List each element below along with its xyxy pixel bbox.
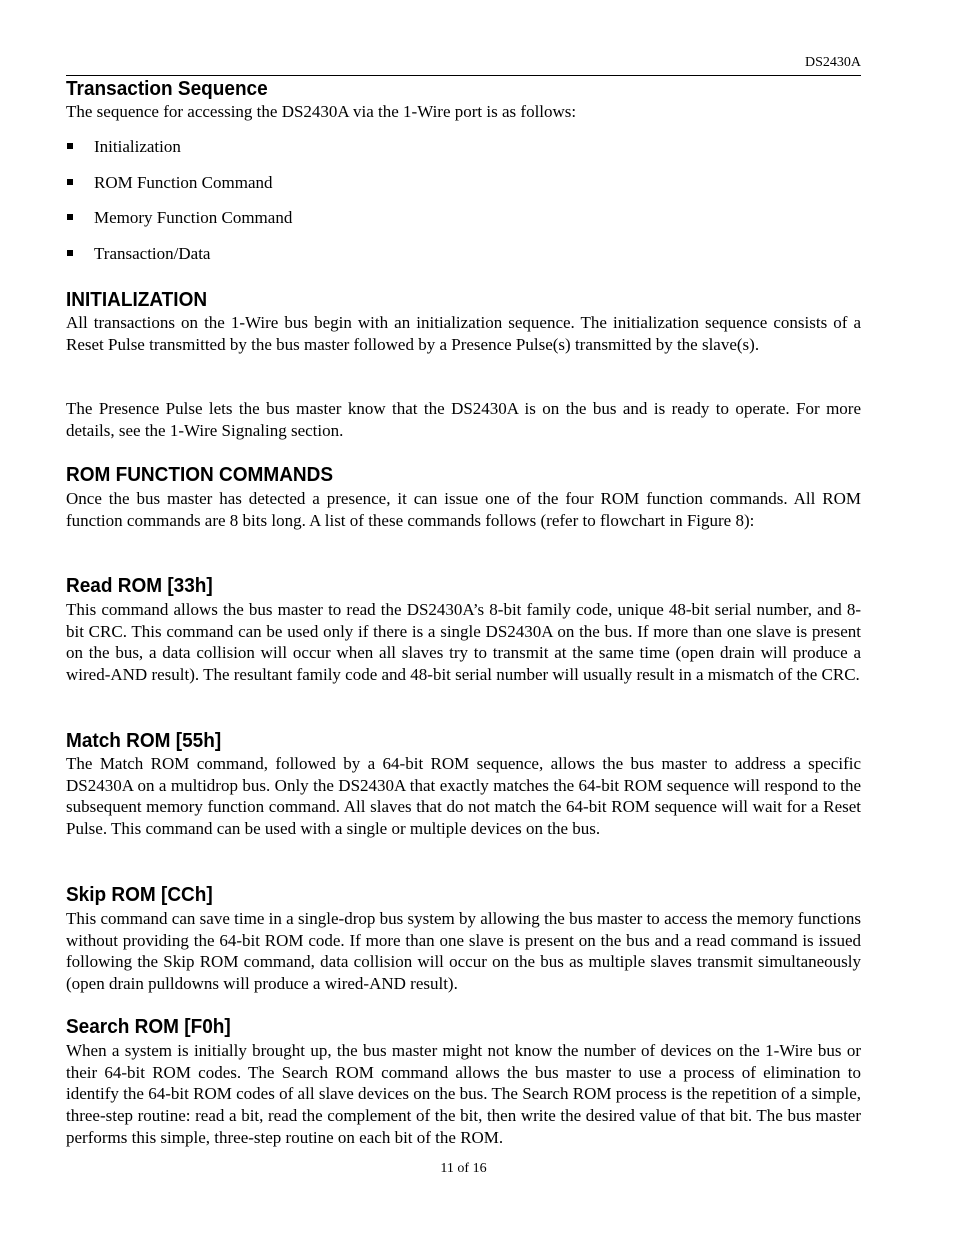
square-bullet-icon (67, 250, 73, 256)
list-item: ROM Function Command (66, 172, 292, 208)
heading-match-rom: Match ROM [55h] (66, 730, 222, 752)
rom-function-commands-intro: Once the bus master has detected a presence, it can issue one of the four ROM function commands. All ROM function commands are 8 bits long. A list of these commands follows (refer to flowchart in Figure 8): (66, 489, 861, 530)
read-rom-description: This command allows the bus master to read the DS2430A’s 8-bit family code, unique 48-bit serial number, and 8-bit CRC. This command can be used only if there is a single DS2430A on the bus. If more than one slave is present on the bus, a data collision will occur when all slaves try to transmit at the same time (open drain will produce a wired-AND result). The resultant family code and 48-bit serial number will usually result in a mismatch of the CRC. (66, 600, 861, 685)
running-header-part-number: DS2430A (804, 55, 861, 70)
list-item: Transaction/Data (66, 243, 292, 279)
list-item: Memory Function Command (66, 207, 292, 243)
list-item: Initialization (66, 136, 292, 172)
search-rom-description: When a system is initially brought up, the bus master might not know the number of devices on the 1-Wire bus or their 64-bit ROM codes. The Search ROM command allows the bus master to use a process of elimination to identify the 64-bit ROM codes of all slave devices on the bus. The Search ROM process is the repetition of a simple, three-step routine: read a bit, read the complement of the bit, then write the desired value of that bit. The bus master performs this simple, three-step routine on each bit of the ROM. (66, 1041, 861, 1147)
skip-rom-description: This command can save time in a single-drop bus system by allowing the bus master to access the memory functions without providing the 64-bit ROM code. If more than one slave is present on the bus and a read command is issued following the Skip ROM command, data collision will occur on the bus as multiple slaves transmit simultaneously (open drain pulldowns will produce a wired-AND result). (66, 909, 861, 994)
square-bullet-icon (67, 143, 73, 149)
heading-search-rom: Search ROM [F0h] (66, 1016, 231, 1038)
match-rom-description: The Match ROM command, followed by a 64-bit ROM sequence, allows the bus master to address a specific DS2430A on a multidrop bus. Only the DS2430A that exactly matches the 64-bit ROM sequence will respond to the subsequent memory function command. All slaves that do not match the 64-bit ROM sequence will wait for a Reset Pulse. This command can be used with a single or multiple devices on the bus. (66, 754, 861, 839)
heading-transaction-sequence: Transaction Sequence (66, 78, 268, 100)
transaction-steps-list (66, 136, 292, 278)
square-bullet-icon (67, 214, 73, 220)
square-bullet-icon (67, 179, 73, 185)
page-number: 11 of 16 (440, 1161, 487, 1176)
header-rule (66, 75, 861, 76)
heading-skip-rom: Skip ROM [CCh] (66, 884, 213, 906)
heading-rom-function-commands: ROM FUNCTION COMMANDS (66, 464, 334, 486)
heading-initialization: INITIALIZATION (66, 289, 208, 311)
transaction-sequence-intro: The sequence for accessing the DS2430A via the 1-Wire port is as follows: (66, 102, 577, 121)
initialization-paragraph-1: All transactions on the 1-Wire bus begin with an initialization sequence. The initialization sequence consists of a Reset Pulse transmitted by the bus master followed by a Presence Pulse(s) transmitted by the slave(s). (66, 313, 861, 354)
initialization-paragraph-2: The Presence Pulse lets the bus master know that the DS2430A is on the bus and is ready to operate. For more details, see the 1-Wire Signaling section. (66, 399, 861, 440)
heading-read-rom: Read ROM [33h] (66, 575, 213, 597)
